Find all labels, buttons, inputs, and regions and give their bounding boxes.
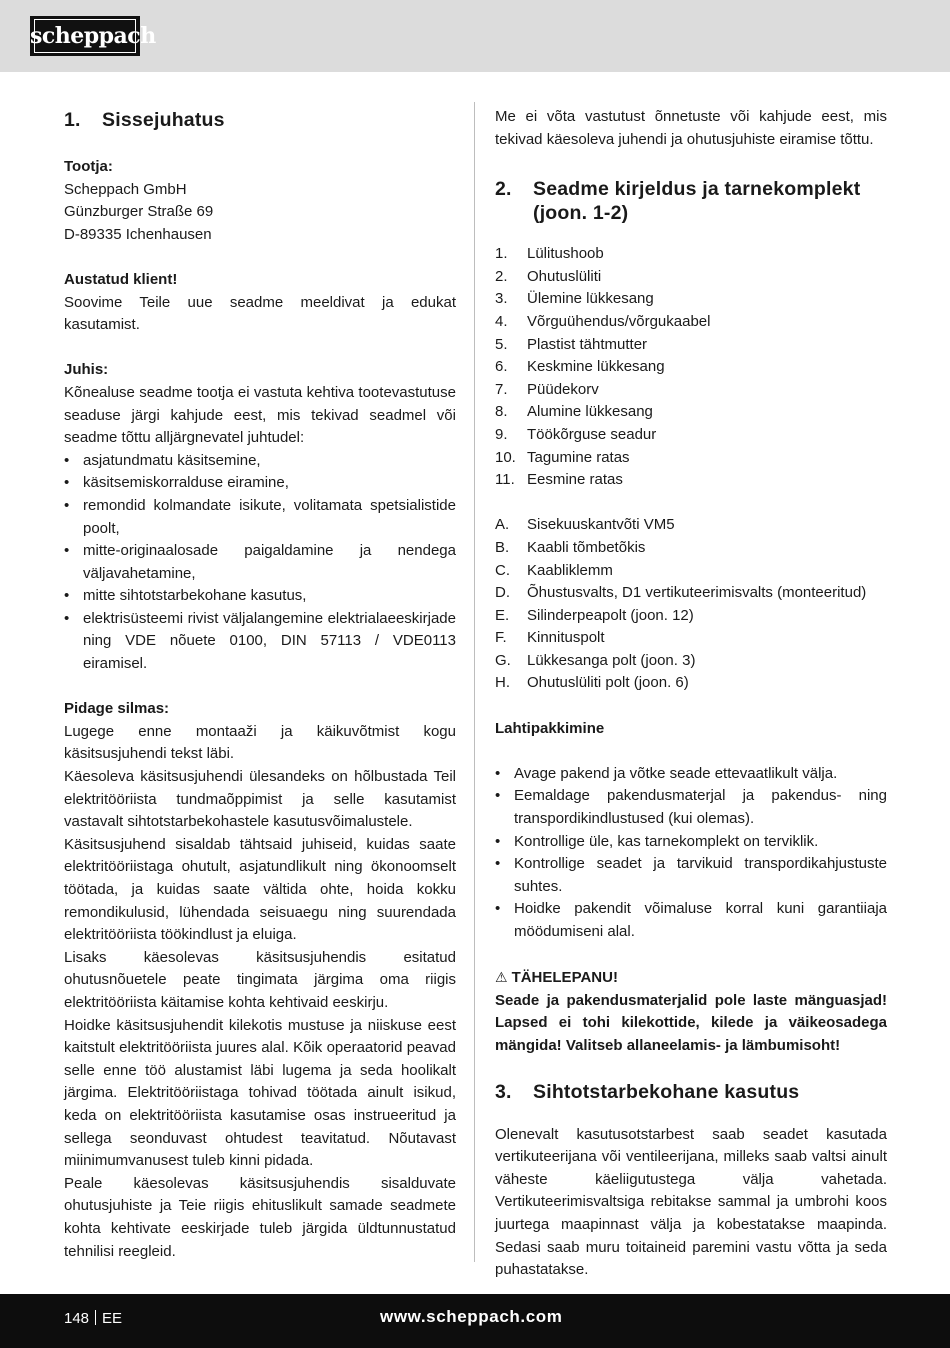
section-3-number: 3. bbox=[495, 1080, 512, 1103]
item-number: 10. bbox=[495, 448, 516, 466]
item-text: Kaabli tõmbetõkis bbox=[527, 538, 646, 556]
item-text: Plastist tähtmutter bbox=[527, 335, 648, 353]
observe-paragraph: Hoidke käsitsusjuhendit kilekotis mustuse ja niiskuse eest kaitstult elektritööriista juures alal. Kõik operaatorid peavad selle enne töö alustamist läbi lugema ja seda hoolikalt järgima. Elektritööriistaga tohivad töötada ainult isikud, keda on elektritööriista kasutamise osas instrueeritud ja sellega seonduvast ohtudest teavitatud. Nõutavast miinimumvanusest tuleb kinni pidada. bbox=[64, 1016, 456, 1170]
manufacturer-line: Günzburger Straße 69 bbox=[64, 203, 214, 221]
list-item bbox=[495, 582, 887, 605]
note-bullet-list bbox=[64, 450, 456, 676]
parts-list bbox=[495, 243, 887, 492]
list-item: • asjatundmatu käsitsemine, bbox=[64, 450, 456, 473]
list-item: • elektrisüsteemi rivist väljalangemine elektrialaeeskirjade ning VDE nõuete 0100, DIN 57113 / VDE0113 eiramisel. bbox=[64, 608, 456, 676]
item-number: 1. bbox=[495, 245, 508, 263]
observe-paragraph: Lugege enne montaaži ja käikuvõtmist kogu käsitsusjuhendi tekst läbi. bbox=[64, 722, 456, 763]
customer-text: Soovime Teile uue seadme meeldivat ja edukat kasutamist. bbox=[64, 293, 456, 334]
item-text: Ülemine lükkesang bbox=[527, 290, 654, 308]
item-text: Õhustusvalts, D1 vertikuteerimisvalts (monteeritud) bbox=[527, 584, 867, 602]
list-item bbox=[495, 514, 887, 537]
list-item: • remondid kolmandate isikute, volitamata spetsialistide poolt, bbox=[64, 495, 456, 540]
item-text: Töökõrguse seadur bbox=[527, 425, 657, 443]
observe-paragraph: Peale käesolevas käsitsusjuhendis sisalduvate ohutusjuhiste ja Teie riigis ehituslikult samade seadmete kohta kehtivate eeskirjade tuleb järgida üldtunnustatud tehnilisi reegleid. bbox=[64, 1174, 456, 1260]
footer-bar bbox=[0, 1294, 950, 1348]
item-text: Ohutuslüliti polt (joon. 6) bbox=[527, 674, 689, 692]
list-item bbox=[495, 243, 887, 266]
item-text: Lülitushoob bbox=[527, 245, 604, 263]
item-text: Sisekuuskantvõti VM5 bbox=[527, 516, 675, 534]
liability-text: Me ei võta vastutust õnnetuste või kahjude eest, mis tekivad käesoleva juhendi ja ohutusjuhiste eiramise tõttu. bbox=[495, 108, 887, 148]
list-item: • mitte-originaalosade paigaldamine ja nendega väljavahetamine, bbox=[64, 540, 456, 585]
observe-paragraph: Lisaks käesolevas käsitsusjuhendis esitatud ohutusnõuetele peate tingimata järgima oma riigis elektritööriista käitamise kohta kehtivaid eeskirju. bbox=[64, 948, 456, 1011]
section-3-heading bbox=[495, 1080, 887, 1104]
list-item bbox=[495, 650, 887, 673]
list-item: • mitte sihtotstarbekohane kasutus, bbox=[64, 585, 456, 608]
warning-text: Seade ja pakendusmaterjalid pole laste mänguasjad! Lapsed ei tohi kilekottide, kilede ja väikeosadega mängida! Valitseb allaneelamis- ja lämbumisoht! bbox=[495, 991, 887, 1054]
list-item bbox=[495, 560, 887, 583]
item-number: 6. bbox=[495, 358, 508, 376]
item-number: 2. bbox=[495, 267, 508, 285]
list-item bbox=[495, 379, 887, 402]
list-item bbox=[495, 469, 887, 492]
page-number: 148 bbox=[64, 1310, 90, 1327]
section-1-heading bbox=[64, 108, 456, 132]
section-2-heading bbox=[495, 177, 887, 225]
list-item bbox=[495, 672, 887, 695]
item-text: Ohutuslüliti bbox=[527, 267, 602, 285]
manufacturer-line: D-89335 Ichenhausen bbox=[64, 225, 212, 243]
list-item bbox=[495, 447, 887, 470]
unpacking-label: Lahtipakkimine bbox=[495, 719, 605, 737]
list-item bbox=[495, 605, 887, 628]
note-label: Juhis: bbox=[64, 361, 109, 379]
language-code: EE bbox=[102, 1310, 123, 1327]
observe-label: Pidage silmas: bbox=[64, 700, 170, 718]
list-item: • Avage pakend ja võtke seade ettevaatlikult välja. bbox=[495, 763, 887, 786]
item-number: 8. bbox=[495, 403, 508, 421]
item-text: Lükkesanga polt (joon. 3) bbox=[527, 651, 696, 669]
item-letter: C. bbox=[495, 561, 510, 579]
list-item bbox=[495, 356, 887, 379]
column-divider bbox=[474, 102, 475, 1262]
item-text: Kaabliklemm bbox=[527, 561, 613, 579]
list-item: • Hoidke pakendit võimaluse korral kuni garantiiaja möödumiseni alal. bbox=[495, 898, 887, 943]
item-number: 7. bbox=[495, 380, 508, 398]
item-number: 4. bbox=[495, 312, 508, 330]
manufacturer-label: Tootja: bbox=[64, 158, 113, 175]
list-item bbox=[495, 627, 887, 650]
left-column bbox=[64, 106, 456, 1263]
section-2-title: Seadme kirjeldus ja tarnekomplekt (joon. 1-2) bbox=[533, 178, 861, 225]
item-letter: G. bbox=[495, 651, 511, 669]
warning-triangle-icon: ⚠ bbox=[495, 969, 508, 986]
section-2-number: 2. bbox=[495, 178, 512, 201]
unpacking-bullet-list bbox=[495, 763, 887, 944]
list-item bbox=[495, 401, 887, 424]
manufacturer-line: Scheppach GmbH bbox=[64, 180, 187, 198]
list-item bbox=[495, 537, 887, 560]
list-item bbox=[495, 266, 887, 289]
item-letter: A. bbox=[495, 516, 510, 534]
accessories-list bbox=[495, 514, 887, 695]
item-letter: E. bbox=[495, 606, 510, 624]
item-text: Eesmine ratas bbox=[527, 471, 623, 489]
item-text: Võrguühendus/võrgukaabel bbox=[527, 312, 711, 330]
customer-label: Austatud klient! bbox=[64, 270, 178, 288]
item-text: Püüdekorv bbox=[527, 380, 599, 398]
list-item: • käsitsemiskorralduse eiramine, bbox=[64, 472, 456, 495]
list-item: • Eemaldage pakendusmaterjal ja pakendus- ning transpordikindlustused (kui olemas). bbox=[495, 785, 887, 830]
observe-paragraph: Käesoleva käsitsusjuhendi ülesandeks on hõlbustada Teil elektritööriista tundmaõppimist ja selle kasutamist vastavalt sihtotstarbekohastele kasutusvõimalustele. bbox=[64, 768, 456, 831]
list-item: • Kontrollige seadet ja tarvikuid transpordikahjustuste suhtes. bbox=[495, 853, 887, 898]
item-text: Tagumine ratas bbox=[527, 448, 630, 466]
list-item bbox=[495, 311, 887, 334]
section-3-text: Olenevalt kasutusotstarbest saab seadet kasutada vertikuteerijana või ventileerijana, milleks saab valtsi ainult väheste käeliigutustega välja vahetada. Vertikuteerimisvaltsiga rebitakse sammal ja umbrohi koos juurtega maapinnast välja ja kobestatakse maapinda. Sedasi saab muru toitaineid paremini vastu võtta ja seda puhastatakse. bbox=[495, 1125, 887, 1279]
section-1-number: 1. bbox=[64, 109, 81, 131]
item-letter: D. bbox=[495, 584, 510, 602]
item-text: Kinnituspolt bbox=[527, 629, 605, 647]
list-item bbox=[495, 424, 887, 447]
section-3-title: Sihtotstarbekohane kasutus bbox=[533, 1080, 800, 1103]
item-text: Keskmine lükkesang bbox=[527, 358, 665, 376]
item-letter: H. bbox=[495, 674, 510, 692]
list-item bbox=[495, 288, 887, 311]
website-link[interactable]: www.scheppach.com bbox=[380, 1307, 563, 1326]
item-number: 3. bbox=[495, 290, 508, 308]
item-letter: F. bbox=[495, 629, 507, 647]
item-number: 9. bbox=[495, 425, 508, 443]
page-info bbox=[64, 1310, 122, 1327]
scheppach-logo: scheppach bbox=[30, 16, 140, 56]
header-bar bbox=[0, 0, 950, 72]
note-text: Kõnealuse seadme tootja ei vastuta kehtiva tootevastutuse seaduse järgi kahjude eest, mis tekivad seadmel või seadme tõttu alljärgnevatel juhtudel: bbox=[64, 383, 456, 447]
item-number: 5. bbox=[495, 335, 508, 353]
observe-paragraph: Käsitsusjuhend sisaldab tähtsaid juhiseid, kuidas saate elektritööriistaga ohutult, asjatundlikult ning ökonoomselt töötada, ja kuidas saate vältida ohte, hoida kokku remondikulusid, lühendada seisuaegu ning suurendada elektritööriista töökindlust ja eluiga. bbox=[64, 835, 456, 944]
warning-heading bbox=[495, 966, 887, 990]
item-text: Alumine lükkesang bbox=[527, 403, 653, 421]
warning-label: TÄHELEPANU! bbox=[511, 969, 618, 987]
separator bbox=[95, 1310, 96, 1325]
item-text: Silinderpeapolt (joon. 12) bbox=[527, 606, 694, 624]
list-item: • Kontrollige üle, kas tarnekomplekt on terviklik. bbox=[495, 831, 887, 854]
section-1-title: Sissejuhatus bbox=[102, 109, 225, 131]
right-column bbox=[495, 106, 887, 1282]
item-letter: B. bbox=[495, 538, 510, 556]
list-item bbox=[495, 334, 887, 357]
item-number: 11. bbox=[495, 471, 515, 489]
